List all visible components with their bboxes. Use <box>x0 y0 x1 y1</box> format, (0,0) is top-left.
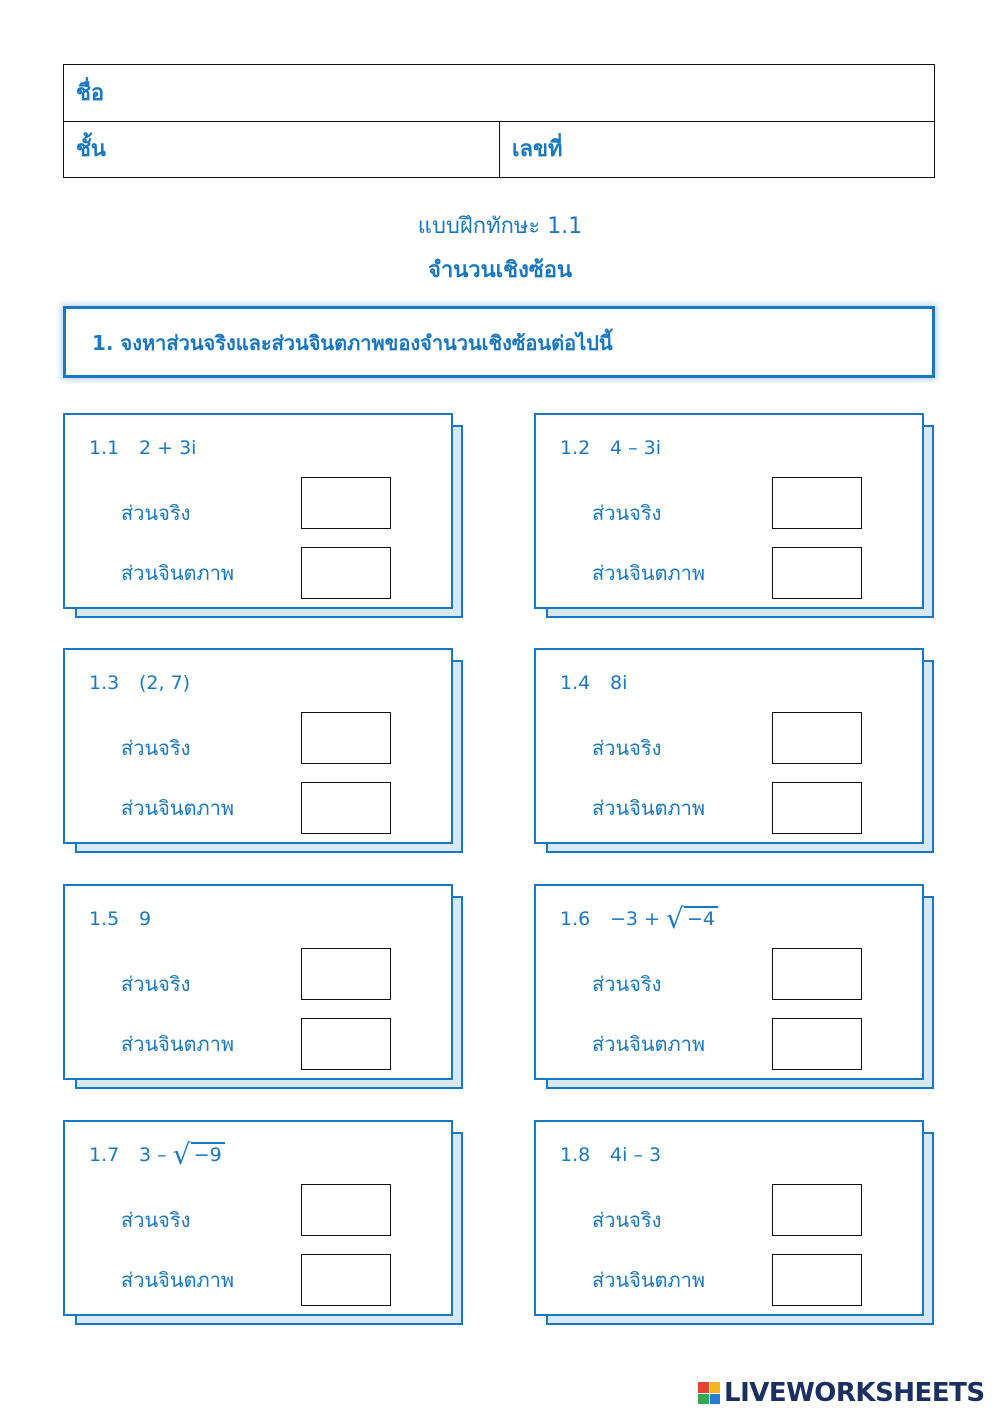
real-part-answer-box[interactable] <box>301 948 391 1000</box>
question-expression: 9 <box>139 908 152 930</box>
logo-square-icon <box>698 1382 709 1393</box>
radicand: −9 <box>191 1142 225 1166</box>
real-part-label: ส่วนจริง <box>121 1208 191 1232</box>
real-part-input[interactable] <box>302 1185 390 1233</box>
logo-square-icon <box>710 1382 721 1393</box>
square-root <box>666 902 718 935</box>
class-row <box>64 121 934 177</box>
question-number: 1.6 <box>560 908 591 930</box>
imag-part-answer-box[interactable] <box>772 1254 862 1306</box>
imag-part-input[interactable] <box>302 1255 390 1303</box>
class-label: ชั้น <box>76 137 106 162</box>
radical-sign-icon: √ <box>172 1138 191 1171</box>
question-card-1-6 <box>534 884 936 1091</box>
imag-part-input[interactable] <box>773 1019 861 1067</box>
instruction-text: 1. จงหาส่วนจริงและส่วนจินตภาพของจำนวนเชิงซ้อนต่อไปนี้ <box>92 331 613 355</box>
question-card-1-3 <box>63 648 465 855</box>
question-expression: 8i <box>610 672 628 694</box>
real-part-label: ส่วนจริง <box>592 1208 662 1232</box>
radicand: −4 <box>684 906 718 930</box>
real-part-answer-box[interactable] <box>772 712 862 764</box>
imag-part-label: ส่วนจินตภาพ <box>121 1032 235 1056</box>
imag-part-answer-box[interactable] <box>301 547 391 599</box>
class-input[interactable] <box>134 135 488 165</box>
imag-part-input[interactable] <box>302 548 390 596</box>
liveworksheets-logo <box>698 1378 985 1408</box>
question-number: 1.5 <box>89 908 120 930</box>
card-body <box>63 884 453 1080</box>
real-part-label: ส่วนจริง <box>592 501 662 525</box>
real-part-label: ส่วนจริง <box>121 736 191 760</box>
imag-part-input[interactable] <box>773 1255 861 1303</box>
question-card-1-2 <box>534 413 936 620</box>
real-part-answer-box[interactable] <box>301 1184 391 1236</box>
student-info-table <box>63 64 935 178</box>
imag-part-input[interactable] <box>302 783 390 831</box>
real-part-label: ส่วนจริง <box>121 972 191 996</box>
question-card-1-5 <box>63 884 465 1091</box>
question-expression: 4 – 3i <box>610 437 662 459</box>
radical-sign-icon: √ <box>666 902 684 935</box>
question-expression <box>610 902 718 935</box>
imag-part-label: ส่วนจินตภาพ <box>121 796 235 820</box>
expression-prefix: −3 + <box>610 908 660 930</box>
real-part-label: ส่วนจริง <box>592 736 662 760</box>
real-part-answer-box[interactable] <box>301 712 391 764</box>
name-row <box>64 65 934 122</box>
question-expression: (2, 7) <box>139 672 191 694</box>
imag-part-input[interactable] <box>773 548 861 596</box>
real-part-input[interactable] <box>302 713 390 761</box>
card-body <box>63 1120 453 1316</box>
imag-part-label: ส่วนจินตภาพ <box>592 561 706 585</box>
imag-part-label: ส่วนจินตภาพ <box>592 1032 706 1056</box>
real-part-input[interactable] <box>302 478 390 526</box>
real-part-input[interactable] <box>302 949 390 997</box>
imag-part-input[interactable] <box>773 783 861 831</box>
question-expression <box>139 1138 225 1171</box>
question-number: 1.3 <box>89 672 120 694</box>
real-part-answer-box[interactable] <box>772 1184 862 1236</box>
topic-title: จำนวนเชิงซ้อน <box>427 258 573 283</box>
logo-square-icon <box>698 1394 709 1405</box>
imag-part-answer-box[interactable] <box>301 782 391 834</box>
card-body <box>63 648 453 844</box>
real-part-input[interactable] <box>773 949 861 997</box>
real-part-input[interactable] <box>773 713 861 761</box>
number-label: เลขที่ <box>512 137 563 162</box>
imag-part-label: ส่วนจินตภาพ <box>121 561 235 585</box>
name-label: ชื่อ <box>76 81 105 106</box>
real-part-answer-box[interactable] <box>772 477 862 529</box>
exercise-title: แบบฝึกทักษะ 1.1 <box>417 214 583 239</box>
imag-part-answer-box[interactable] <box>772 547 862 599</box>
real-part-answer-box[interactable] <box>772 948 862 1000</box>
real-part-input[interactable] <box>773 478 861 526</box>
question-card-1-4 <box>534 648 936 855</box>
logo-text: LIVEWORKSHEETS <box>724 1378 985 1408</box>
card-body <box>534 648 924 844</box>
question-number: 1.8 <box>560 1144 591 1166</box>
question-number: 1.1 <box>89 437 120 459</box>
real-part-label: ส่วนจริง <box>121 501 191 525</box>
real-part-answer-box[interactable] <box>301 477 391 529</box>
question-expression: 2 + 3i <box>139 437 197 459</box>
imag-part-answer-box[interactable] <box>301 1018 391 1070</box>
card-body <box>534 413 924 609</box>
question-number: 1.7 <box>89 1144 120 1166</box>
question-number: 1.2 <box>560 437 591 459</box>
name-input[interactable] <box>134 79 918 109</box>
imag-part-answer-box[interactable] <box>301 1254 391 1306</box>
question-card-1-8 <box>534 1120 936 1327</box>
question-expression: 4i – 3 <box>610 1144 662 1166</box>
imag-part-answer-box[interactable] <box>772 782 862 834</box>
imag-part-label: ส่วนจินตภาพ <box>121 1268 235 1292</box>
number-input[interactable] <box>604 135 918 165</box>
card-body <box>534 1120 924 1316</box>
expression-prefix: 3 – <box>139 1144 167 1166</box>
real-part-label: ส่วนจริง <box>592 972 662 996</box>
imag-part-input[interactable] <box>302 1019 390 1067</box>
instruction-box <box>63 306 935 378</box>
imag-part-answer-box[interactable] <box>772 1018 862 1070</box>
question-card-1-1 <box>63 413 465 620</box>
cell-divider <box>499 121 500 177</box>
real-part-input[interactable] <box>773 1185 861 1233</box>
question-card-1-7 <box>63 1120 465 1327</box>
card-body <box>534 884 924 1080</box>
imag-part-label: ส่วนจินตภาพ <box>592 1268 706 1292</box>
question-number: 1.4 <box>560 672 591 694</box>
logo-mark-icon <box>698 1382 720 1404</box>
imag-part-label: ส่วนจินตภาพ <box>592 796 706 820</box>
card-body <box>63 413 453 609</box>
square-root <box>172 1138 225 1171</box>
logo-square-icon <box>710 1394 721 1405</box>
